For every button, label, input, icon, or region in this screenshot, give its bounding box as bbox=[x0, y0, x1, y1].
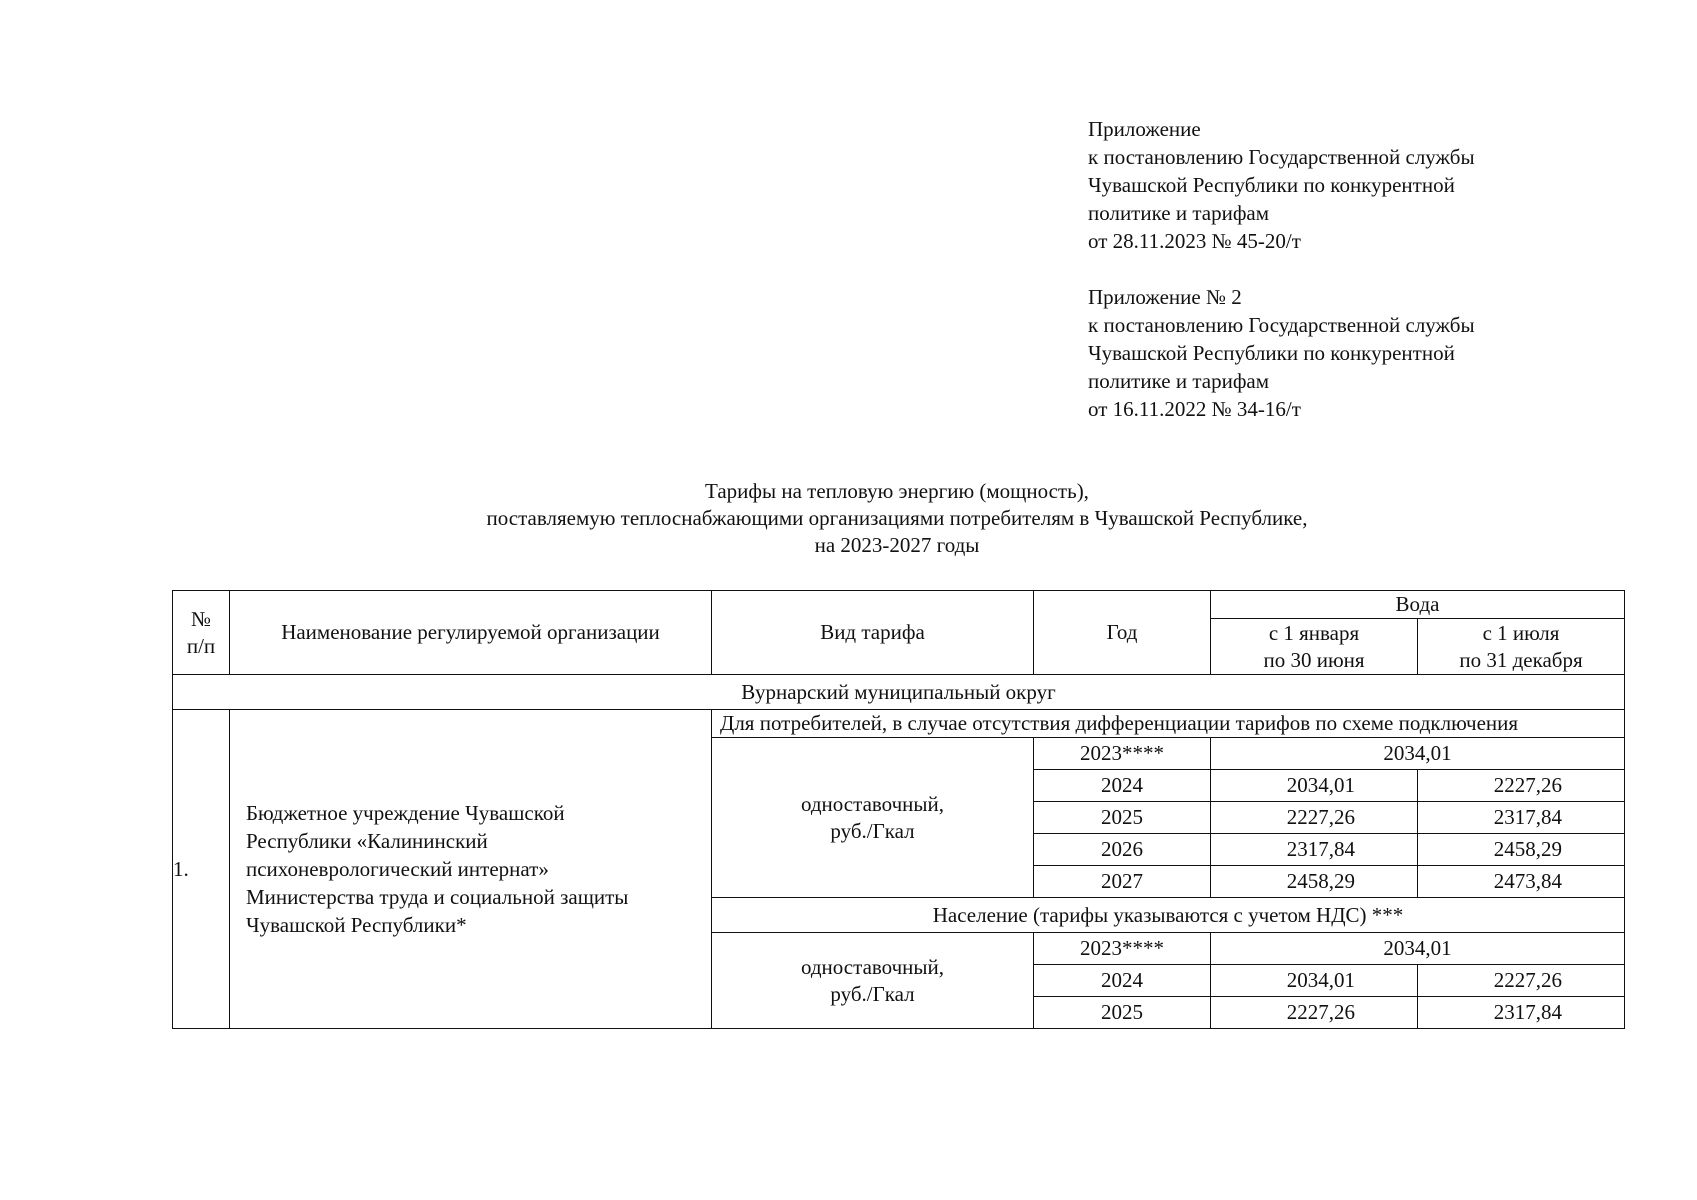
document-title bbox=[172, 478, 1622, 559]
appendix-line: Приложение № 2 bbox=[1088, 285, 1242, 309]
appendix-line: к постановлению Государственной службы bbox=[1088, 145, 1475, 169]
tariff-value-second-half: 2473,84 bbox=[1418, 866, 1625, 898]
year-cell: 2023**** bbox=[1034, 738, 1211, 770]
tariff-value-first-half: 2034,01 bbox=[1211, 965, 1418, 997]
year-cell: 2025 bbox=[1034, 802, 1211, 834]
row-number: 1. bbox=[173, 710, 230, 1029]
header-number: № п/п bbox=[173, 591, 230, 675]
title-line: Тарифы на тепловую энергию (мощность), bbox=[705, 479, 1089, 503]
appendix-date-number: от 16.11.2022 № 34-16/т bbox=[1088, 397, 1301, 421]
appendix-line: к постановлению Государственной службы bbox=[1088, 313, 1475, 337]
appendix-date-number: от 28.11.2023 № 45-20/т bbox=[1088, 229, 1301, 253]
year-cell: 2024 bbox=[1034, 770, 1211, 802]
appendix-line: политике и тарифам bbox=[1088, 201, 1270, 225]
appendix-line: политике и тарифам bbox=[1088, 369, 1270, 393]
group-label-row bbox=[173, 710, 1625, 738]
year-cell: 2027 bbox=[1034, 866, 1211, 898]
header-second-half: с 1 июля по 31 декабря bbox=[1418, 619, 1625, 675]
tariff-type-cell: одноставочный, руб./Гкал bbox=[712, 738, 1034, 898]
appendix-line: Чувашской Республики по конкурентной bbox=[1088, 173, 1455, 197]
header-first-half: с 1 января по 30 июня bbox=[1211, 619, 1418, 675]
tariff-value-second-half: 2458,29 bbox=[1418, 834, 1625, 866]
tariff-table bbox=[172, 590, 1625, 1029]
header-year: Год bbox=[1034, 591, 1211, 675]
tariff-value-merged: 2034,01 bbox=[1211, 738, 1625, 770]
tariff-value-first-half: 2227,26 bbox=[1211, 997, 1418, 1029]
tariff-value-first-half: 2458,29 bbox=[1211, 866, 1418, 898]
year-cell: 2026 bbox=[1034, 834, 1211, 866]
organization-name: Бюджетное учреждение Чувашской Республики «Калининский психоневрологический интернат» Министерства труда и социальной защиты Чувашской Республики* bbox=[230, 710, 712, 1029]
appendix-line: Чувашской Республики по конкурентной bbox=[1088, 341, 1455, 365]
table-header-row bbox=[173, 591, 1625, 619]
tariff-type-cell: одноставочный, руб./Гкал bbox=[712, 933, 1034, 1029]
group-label: Население (тарифы указываются с учетом НДС) *** bbox=[712, 898, 1625, 933]
appendix-line: Приложение bbox=[1088, 117, 1201, 141]
tariff-value-second-half: 2227,26 bbox=[1418, 965, 1625, 997]
title-line: на 2023-2027 годы bbox=[814, 533, 980, 557]
tariff-value-first-half: 2227,26 bbox=[1211, 802, 1418, 834]
appendix-header-current bbox=[1088, 115, 1608, 255]
section-row bbox=[173, 675, 1625, 710]
header-tariff-type: Вид тарифа bbox=[712, 591, 1034, 675]
header-water: Вода bbox=[1211, 591, 1625, 619]
tariff-value-second-half: 2227,26 bbox=[1418, 770, 1625, 802]
title-line: поставляемую теплоснабжающими организациями потребителям в Чувашской Республике, bbox=[486, 506, 1308, 530]
header-organization: Наименование регулируемой организации bbox=[230, 591, 712, 675]
section-municipality: Вурнарский муниципальный округ bbox=[173, 675, 1625, 710]
tariff-value-first-half: 2317,84 bbox=[1211, 834, 1418, 866]
year-cell: 2024 bbox=[1034, 965, 1211, 997]
appendix-header-previous bbox=[1088, 283, 1608, 423]
tariff-value-second-half: 2317,84 bbox=[1418, 997, 1625, 1029]
tariff-value-merged: 2034,01 bbox=[1211, 933, 1625, 965]
tariff-value-second-half: 2317,84 bbox=[1418, 802, 1625, 834]
year-cell: 2025 bbox=[1034, 997, 1211, 1029]
year-cell: 2023**** bbox=[1034, 933, 1211, 965]
group-label: Для потребителей, в случае отсутствия дифференциации тарифов по схеме подключения bbox=[712, 710, 1625, 738]
tariff-value-first-half: 2034,01 bbox=[1211, 770, 1418, 802]
